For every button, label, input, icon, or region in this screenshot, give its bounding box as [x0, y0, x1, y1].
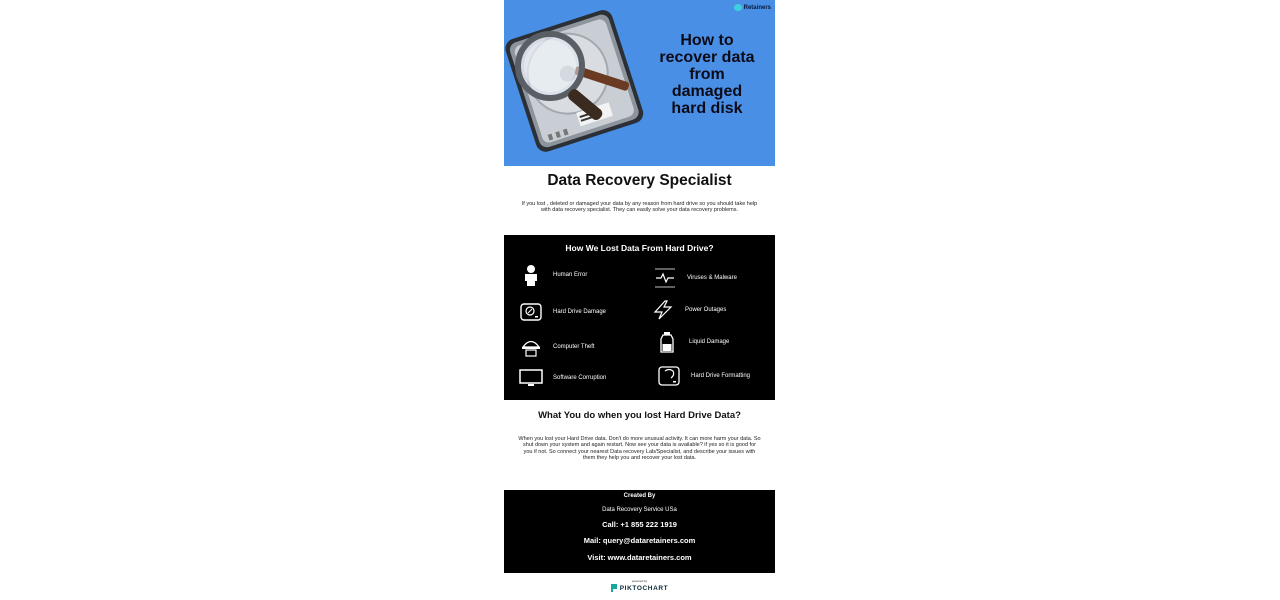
heartbeat-icon: [652, 267, 678, 289]
infographic-poster: [504, 0, 775, 600]
cause-label: Power Outages: [685, 307, 727, 313]
created-by-label: Created By: [623, 493, 656, 499]
causes-section: [504, 235, 775, 400]
cause-label: Human Error: [553, 272, 588, 278]
cause-item-liquid-damage: [654, 331, 729, 353]
hero-banner: [504, 0, 775, 166]
website-link[interactable]: Visit: www.dataretainers.com: [587, 553, 692, 562]
cause-item-hard-drive-formatting: [656, 365, 750, 387]
person-icon: [518, 264, 544, 286]
action-title: What You do when you lost Hard Drive Data?: [538, 410, 741, 421]
cause-label: Hard Drive Damage: [553, 309, 607, 315]
cause-item-power-outages: [650, 299, 726, 321]
footer-contact: [504, 490, 775, 573]
monitor-icon: [518, 367, 544, 389]
brand-logo: [734, 4, 771, 11]
cause-item-software-corruption: [518, 367, 606, 389]
hard-drive-icon: [518, 301, 544, 323]
hero-title: How to recover data from damaged hard disk: [659, 32, 755, 117]
powered-by-label: powered by: [631, 579, 648, 583]
intro-title: Data Recovery Specialist: [547, 172, 732, 189]
disk-format-icon: [656, 365, 682, 387]
company-name: Data Recovery Service USa: [602, 507, 677, 513]
cause-label: Software Corruption: [553, 375, 607, 381]
phone-contact: Call: +1 855 222 1919: [602, 520, 677, 529]
brand-name: Retainers: [743, 4, 771, 11]
piktochart-logo[interactable]: [504, 584, 775, 592]
cause-item-hard-drive-damage: [518, 301, 606, 323]
email-contact: Mail: query@dataretainers.com: [583, 536, 696, 545]
cause-item-viruses-malware: [652, 267, 737, 289]
action-text: When you lost your Hard Drive data. Don't do more unusual activity. It can more harm your data. So shut down your system and again restart. Now see your data is available? if yes so it is good for you if not. So connect your nearest Data recovery Lab/Specialist, and describe your issues with them they help you and recover your lost data.: [518, 436, 761, 462]
brand-mark-icon: [734, 4, 742, 11]
piktochart-name: PIKTOCHART: [619, 584, 669, 592]
bottle-icon: [654, 331, 680, 353]
cause-item-human-error: [518, 264, 587, 286]
intro-text: If you lost , deleted or damaged your data by any reason from hard drive so you should take help with data recovery specialist. They can easily solve your data recovery problems.: [521, 201, 758, 214]
thief-icon: [518, 336, 544, 358]
cause-item-computer-theft: [518, 336, 595, 358]
piktochart-mark-icon: [611, 584, 617, 592]
cause-label: Computer Theft: [553, 344, 595, 350]
cause-label: Viruses & Malware: [687, 275, 737, 281]
cause-label: Liquid Damage: [689, 339, 730, 345]
cause-label: Hard Drive Formatting: [691, 373, 751, 379]
lightning-icon: [650, 299, 676, 321]
causes-title: How We Lost Data From Hard Drive?: [565, 243, 714, 253]
